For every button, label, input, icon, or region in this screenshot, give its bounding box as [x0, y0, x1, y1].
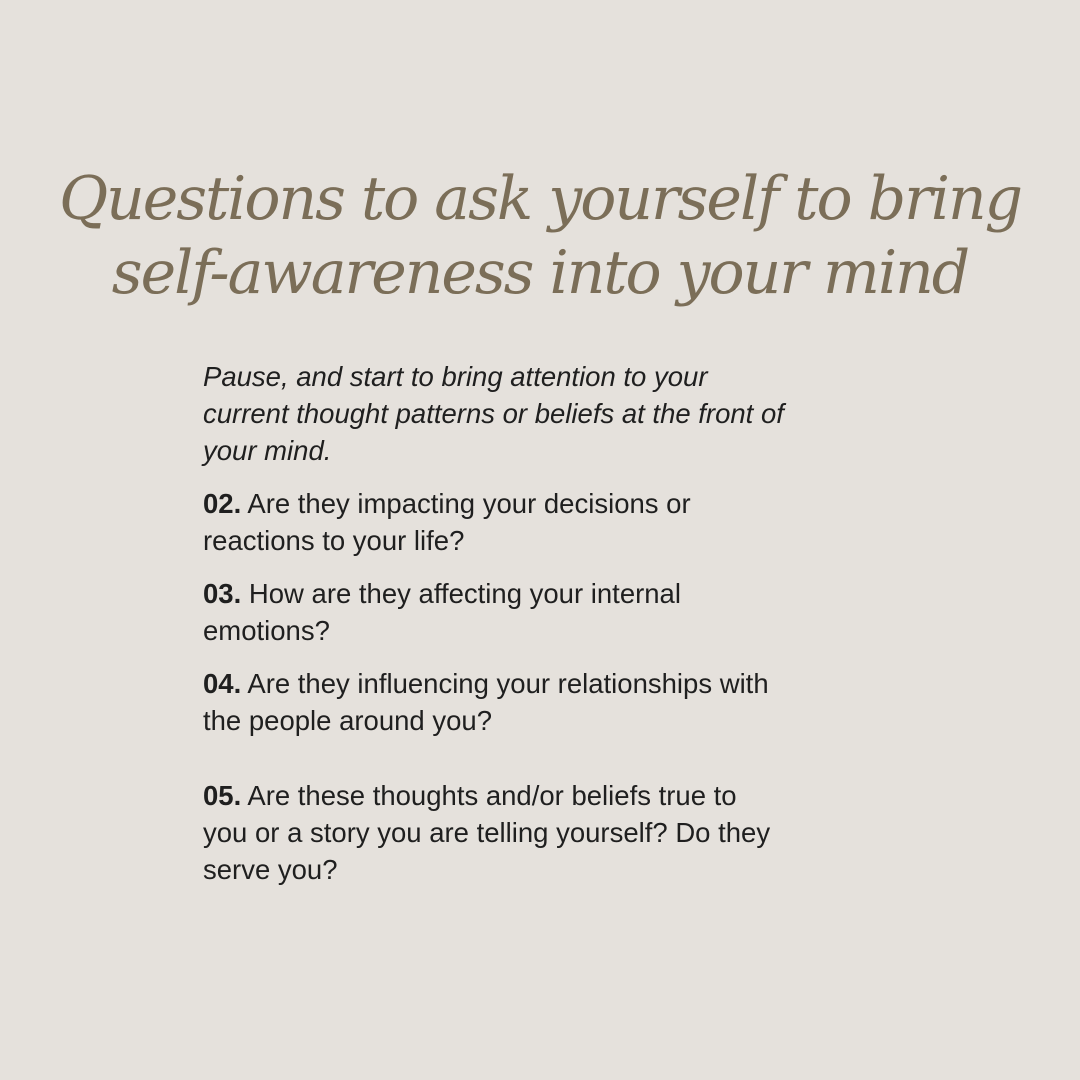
question-line [203, 485, 903, 522]
question-04 [203, 665, 903, 739]
page-title [0, 162, 1080, 310]
title-line-2: self-awareness into your mind [111, 238, 969, 308]
content-block [203, 358, 903, 904]
question-text: Are they impacting your decisions or [241, 488, 691, 519]
question-line: emotions? [203, 615, 330, 646]
question-text: Are these thoughts and/or beliefs true to [241, 780, 737, 811]
question-line: serve you? [203, 854, 338, 885]
question-text: How are they affecting your internal [241, 578, 681, 609]
intro-line-1: Pause, and start to bring attention to your [203, 361, 708, 392]
question-line: the people around you? [203, 705, 492, 736]
question-line: reactions to your life? [203, 525, 465, 556]
question-text: Are they influencing your relationships with [241, 668, 769, 699]
question-line [203, 575, 903, 612]
question-number: 03. [203, 578, 242, 609]
title-line-1: Questions to ask yourself to bring [58, 164, 1022, 234]
question-05 [203, 777, 903, 888]
question-line [203, 777, 903, 814]
question-line [203, 665, 903, 702]
intro-line-3: your mind. [203, 435, 332, 466]
question-number: 02. [203, 488, 242, 519]
intro-line-2: current thought patterns or beliefs at the front of [203, 398, 784, 429]
question-03 [203, 575, 903, 649]
question-number: 05. [203, 780, 242, 811]
intro-paragraph [203, 358, 903, 469]
question-line: you or a story you are telling yourself? Do they [203, 817, 771, 848]
question-number: 04. [203, 668, 242, 699]
question-02 [203, 485, 903, 559]
